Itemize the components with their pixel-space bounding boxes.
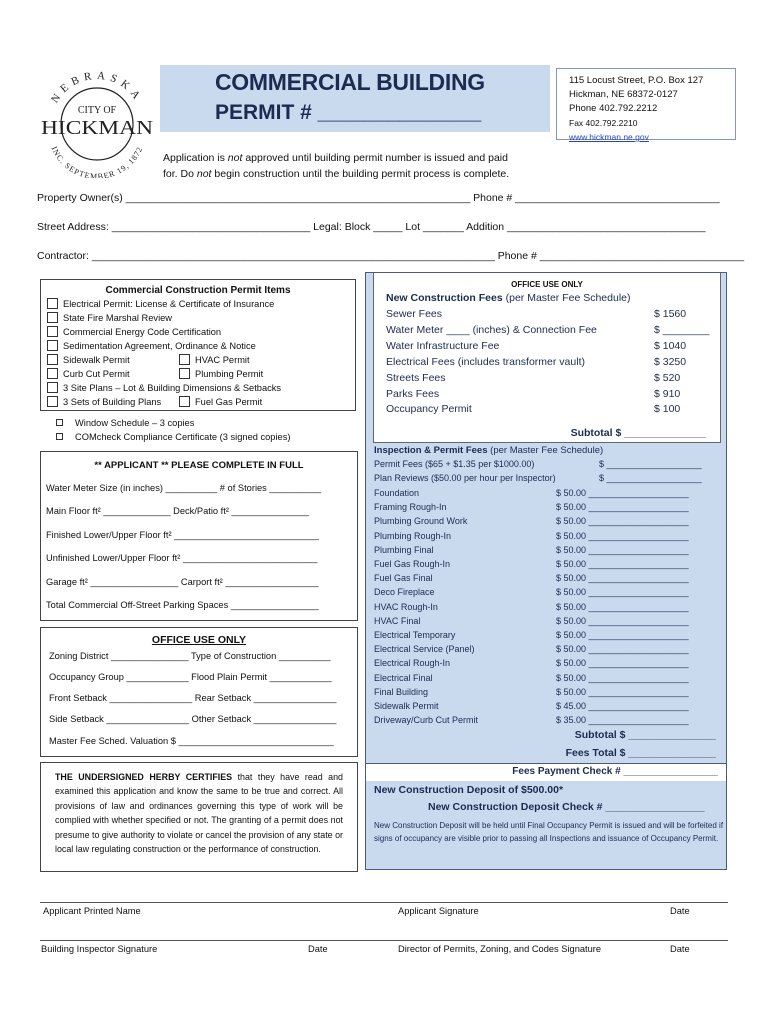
front-setback-field[interactable]: Front Setback ________________ Rear Setback ________________ [49, 693, 337, 703]
inspection-row [374, 587, 689, 598]
permit-item-label: Sedimentation Agreement, Ordinance & Notice [63, 341, 256, 351]
permit-fees-row [374, 459, 702, 469]
construction-fees-heading [386, 292, 631, 304]
inspection-row [374, 544, 689, 555]
inspection-label: HVAC Rough-In [374, 601, 438, 612]
seal-icon [38, 60, 156, 178]
permit-item-label: Electrical Permit: License & Certificate of Insurance [63, 299, 275, 309]
permit-item [47, 311, 172, 325]
inspection-row [374, 530, 689, 541]
garage-field[interactable]: Garage ft² _________________ Carport ft² __________________ [46, 577, 319, 587]
checkbox[interactable] [47, 396, 58, 407]
inspection-row [374, 601, 689, 612]
inspection-value[interactable]: $ 35.00 ____________________ [556, 715, 689, 726]
contractor-field[interactable]: Contractor: _____________________________________________________________________ Phone # ___________________________________ [37, 250, 745, 262]
occupancy-group-field[interactable]: Occupancy Group ____________ Flood Plain Permit ____________ [49, 672, 332, 682]
approval-notice [163, 150, 563, 182]
fee-label: Occupancy Permit [386, 403, 472, 415]
inspection-label: Electrical Rough-In [374, 658, 451, 669]
permit-item-label: State Fire Marshal Review [63, 313, 173, 323]
inspection-subtotal[interactable]: Subtotal $ _______________ [574, 729, 716, 741]
fee-value[interactable]: $ ___________________ [599, 459, 702, 469]
heading-bold: New Construction Fees [386, 292, 503, 304]
address-box [556, 68, 736, 140]
fee-value[interactable]: $ 1040 [654, 340, 687, 352]
office-use-right-panel [365, 272, 727, 870]
deposit-check[interactable]: New Construction Deposit Check # _________________ [428, 801, 705, 813]
permit-item-label: Fuel Gas Permit [195, 397, 263, 407]
heading-rest: (per Master Fee Schedule) [487, 445, 604, 456]
inspection-label: HVAC Final [374, 615, 421, 626]
construction-subtotal[interactable]: Subtotal $ ______________ [570, 427, 706, 439]
permit-item-label: Sidewalk Permit [63, 355, 130, 365]
permit-item-label: Plumbing Permit [195, 369, 264, 379]
permit-number-title: PERMIT # ______________ [215, 101, 482, 124]
inspection-value[interactable]: $ 50.00 ____________________ [556, 488, 689, 498]
date-label: Date [670, 944, 690, 954]
inspection-label: Electrical Temporary [374, 630, 456, 640]
inspection-row [374, 630, 689, 640]
inspection-label: Fuel Gas Final [374, 573, 433, 584]
inspection-row [374, 615, 689, 626]
checkbox[interactable] [179, 396, 190, 407]
fee-row [386, 340, 716, 352]
permit-item [47, 297, 274, 311]
inspection-label: Driveway/Curb Cut Permit [374, 715, 479, 726]
applicant-name-label: Applicant Printed Name [43, 906, 141, 916]
address-line1: 115 Locust Street, P.O. Box 127 [569, 75, 704, 86]
main-floor-field[interactable]: Main Floor ft² _____________ Deck/Patio ft² _______________ [46, 506, 310, 516]
inspection-row [374, 686, 689, 697]
checkbox[interactable] [47, 382, 58, 393]
inspection-label: Electrical Final [374, 672, 433, 683]
inspection-label: Plumbing Final [374, 544, 434, 555]
heading-rest: (per Master Fee Schedule) [502, 292, 631, 304]
inspection-value[interactable]: $ 50.00 ____________________ [556, 686, 689, 697]
fee-value[interactable]: $ ________ [654, 324, 710, 336]
seal-top-text: NEBRASKA [49, 69, 145, 106]
inspection-label: Plumbing Rough-In [374, 530, 452, 541]
inspection-value[interactable]: $ 50.00 ____________________ [556, 587, 689, 598]
inspection-label: Sidewalk Permit [374, 701, 439, 711]
property-owner-field[interactable]: Property Owner(s) ___________________________________________________________ Phone # ___________________________________ [37, 192, 720, 204]
deposit-panel [366, 781, 726, 869]
permit-item [179, 395, 262, 409]
fees-total[interactable]: Fees Total $ _______________ [565, 747, 716, 759]
inspection-label: Electrical Service (Panel) [374, 644, 475, 655]
checkbox[interactable] [47, 298, 58, 309]
inspection-row [374, 644, 689, 655]
inspection-value[interactable]: $ 50.00 ____________________ [556, 530, 689, 541]
fee-label: Water Infrastructure Fee [386, 340, 500, 352]
fee-label: Water Meter ____ (inches) & Connection Fee [386, 324, 597, 336]
svg-text:INC. SEPTEMBER 19, 1872 [50, 145, 145, 178]
website-link[interactable]: www.hickman.ne.gov [569, 132, 649, 142]
applicant-heading: ** APPLICANT ** PLEASE COMPLETE IN FULL [94, 460, 304, 471]
inspection-label: Foundation [374, 488, 420, 498]
certify-text: that they have read and examined this application and know the same to be true and correct. All provisions of law and ordinances governing this type of work will be complied with whether specified or not. The granting of a permit does not presume to give authority to violate or cancel the provision of any state or local law regulating construction or the performance of construction. [55, 772, 343, 855]
extra-item [56, 430, 290, 444]
inspection-value[interactable]: $ 50.00 ____________________ [556, 615, 689, 626]
address-fax: Fax 402.792.2210 [569, 118, 638, 128]
checkbox[interactable] [56, 419, 63, 426]
checkbox[interactable] [47, 326, 58, 337]
seal-city-name: HICKMAN [41, 117, 153, 139]
fee-label: Plan Reviews ($50.00 per hour per Inspector) [374, 473, 556, 483]
inspector-signature-label: Building Inspector Signature [41, 944, 158, 954]
fee-row [386, 403, 716, 415]
inspection-row [374, 516, 689, 527]
inspection-value[interactable]: $ 50.00 ____________________ [556, 644, 689, 655]
deposit-note: New Construction Deposit will be held until Final Occupancy Permit is issued and will be forfeited if signs of occupancy are visible prior to passing all Inspections and issuance of Occupancy Permit. [374, 821, 724, 843]
inspection-value[interactable]: $ 50.00 ____________________ [556, 630, 689, 640]
fee-row [386, 372, 716, 384]
office-use-heading: OFFICE USE ONLY [151, 634, 247, 646]
permit-item-label: Curb Cut Permit [63, 369, 130, 379]
office-use-heading: OFFICE USE ONLY [511, 280, 583, 289]
seal-bottom-text: INC. SEPTEMBER 19, 1872 [49, 145, 145, 178]
applicant-signature-label: Applicant Signature [398, 906, 479, 916]
inspection-heading [374, 445, 603, 456]
fee-value[interactable]: $ 910 [654, 388, 681, 400]
permit-item [179, 353, 250, 367]
inspection-label: Final Building [374, 686, 429, 697]
inspection-value[interactable]: $ 50.00 ____________________ [556, 658, 689, 669]
certify-lead: THE UNDERSIGNED HERBY CERTIFIES [55, 772, 233, 782]
fee-label: Streets Fees [386, 372, 446, 384]
permit-item [179, 367, 263, 381]
fee-row [386, 356, 716, 368]
permit-item-label: HVAC Permit [195, 355, 250, 365]
inspection-value[interactable]: $ 50.00 ____________________ [556, 516, 689, 527]
fee-value[interactable]: $ ___________________ [599, 473, 702, 483]
address-phone: Phone 402.792.2212 [569, 103, 658, 114]
permit-items-heading: Commercial Construction Permit Items [105, 285, 291, 296]
notice-text: approved until building permit number is issued and paid [242, 152, 508, 164]
inspection-label: Plumbing Ground Work [374, 516, 468, 527]
notice-emphasis: not [227, 152, 243, 164]
fee-value[interactable]: $ 3250 [654, 356, 687, 368]
fee-value[interactable]: $ 1560 [654, 308, 687, 320]
permit-item [47, 381, 281, 395]
fee-value[interactable]: $ 100 [654, 403, 681, 415]
side-setback-field[interactable]: Side Setback ________________ Other Setback ________________ [49, 714, 337, 724]
office-use-left-box [40, 627, 358, 757]
inspection-value[interactable]: $ 50.00 ____________________ [556, 573, 689, 584]
inspection-row [374, 701, 689, 711]
permit-item [47, 367, 130, 381]
fee-value[interactable]: $ 520 [654, 372, 681, 384]
inspection-row [374, 559, 689, 569]
extra-item [56, 416, 290, 430]
inspection-row [374, 488, 689, 498]
checkbox[interactable] [47, 340, 58, 351]
notice-text: begin construction until the building permit process is complete. [211, 168, 510, 180]
fee-row [386, 308, 716, 320]
notice-text: for. Do [163, 168, 197, 180]
permit-item [47, 395, 161, 409]
checkbox[interactable] [47, 354, 58, 365]
parking-spaces-field[interactable]: Total Commercial Off-Street Parking Spaces _________________ [46, 600, 319, 610]
deposit-amount: New Construction Deposit of $500.00* [374, 784, 564, 796]
signature-line [40, 940, 728, 941]
checkbox[interactable] [47, 312, 58, 323]
inspection-value[interactable]: $ 45.00 ____________________ [556, 701, 689, 711]
fee-row [386, 388, 716, 400]
heading-bold: Inspection & Permit Fees [374, 445, 488, 456]
permit-item [47, 325, 221, 339]
seal-city-of: CITY OF [77, 105, 117, 116]
street-address-field[interactable]: Street Address: __________________________________ Legal: Block _____ Lot _______ Addition __________________________________ [37, 221, 706, 233]
checkbox[interactable] [56, 433, 63, 440]
fee-label: Electrical Fees (includes transformer vault) [386, 356, 585, 368]
fee-label: Permit Fees ($65 + $1.35 per $1000.00) [374, 459, 535, 469]
construction-fees-box [373, 273, 721, 443]
permit-item [47, 339, 256, 353]
fee-row [386, 324, 716, 336]
permit-item-label: 3 Site Plans – Lot & Building Dimensions & Setbacks [63, 383, 282, 393]
notice-text: Application is [163, 152, 228, 164]
date-label: Date [670, 906, 690, 916]
signature-line [40, 902, 728, 903]
date-label: Date [308, 944, 328, 954]
title-banner [160, 65, 550, 132]
fee-label: Parks Fees [386, 388, 440, 400]
inspection-row [374, 672, 689, 683]
checkbox[interactable] [179, 354, 190, 365]
extra-item-label: Window Schedule – 3 copies [75, 418, 195, 428]
permit-item-label: 3 Sets of Building Plans [63, 397, 162, 407]
inspection-value[interactable]: $ 50.00 ____________________ [556, 559, 689, 569]
valuation-field[interactable]: Master Fee Sched. Valuation $ ______________________________ [49, 736, 334, 746]
applicant-box [40, 451, 358, 621]
zoning-district-field[interactable]: Zoning District _______________ Type of Construction __________ [49, 651, 331, 661]
plan-reviews-row [374, 473, 702, 483]
extra-items-list [56, 416, 290, 444]
city-seal-logo [38, 60, 156, 178]
inspection-row [374, 502, 689, 513]
extra-item-label: COMcheck Compliance Certificate (3 signed copies) [75, 432, 291, 442]
inspection-label: Fuel Gas Rough-In [374, 559, 451, 569]
certification-statement [40, 762, 358, 872]
director-signature-label: Director of Permits, Zoning, and Codes Signature [398, 944, 602, 954]
inspection-row [374, 573, 689, 584]
notice-emphasis: not [196, 168, 212, 180]
inspection-row [374, 658, 689, 669]
inspection-row [374, 715, 689, 726]
checkbox[interactable] [47, 368, 58, 379]
inspection-value[interactable]: $ 50.00 ____________________ [556, 502, 689, 513]
permit-items-box [40, 279, 356, 411]
inspection-value[interactable]: $ 50.00 ____________________ [556, 601, 689, 612]
finished-floor-field[interactable]: Finished Lower/Upper Floor ft² ____________________________ [46, 530, 319, 540]
permit-item [47, 353, 130, 367]
inspection-value[interactable]: $ 50.00 ____________________ [556, 672, 689, 683]
inspection-label: Framing Rough-In [374, 502, 447, 513]
unfinished-floor-field[interactable]: Unfinished Lower/Upper Floor ft² __________________________ [46, 553, 318, 563]
permit-item-label: Commercial Energy Code Certification [63, 327, 222, 337]
address-line2: Hickman, NE 68372-0127 [569, 89, 678, 100]
payment-check[interactable]: Fees Payment Check # _________________ [512, 766, 718, 777]
inspection-label: Deco Fireplace [374, 587, 435, 598]
fee-label: Sewer Fees [386, 308, 443, 320]
inspection-value[interactable]: $ 50.00 ____________________ [556, 544, 689, 555]
checkbox[interactable] [179, 368, 190, 379]
page-title: COMMERCIAL BUILDING [215, 69, 485, 95]
water-meter-field[interactable]: Water Meter Size (in inches) __________ # of Stories __________ [46, 483, 322, 493]
